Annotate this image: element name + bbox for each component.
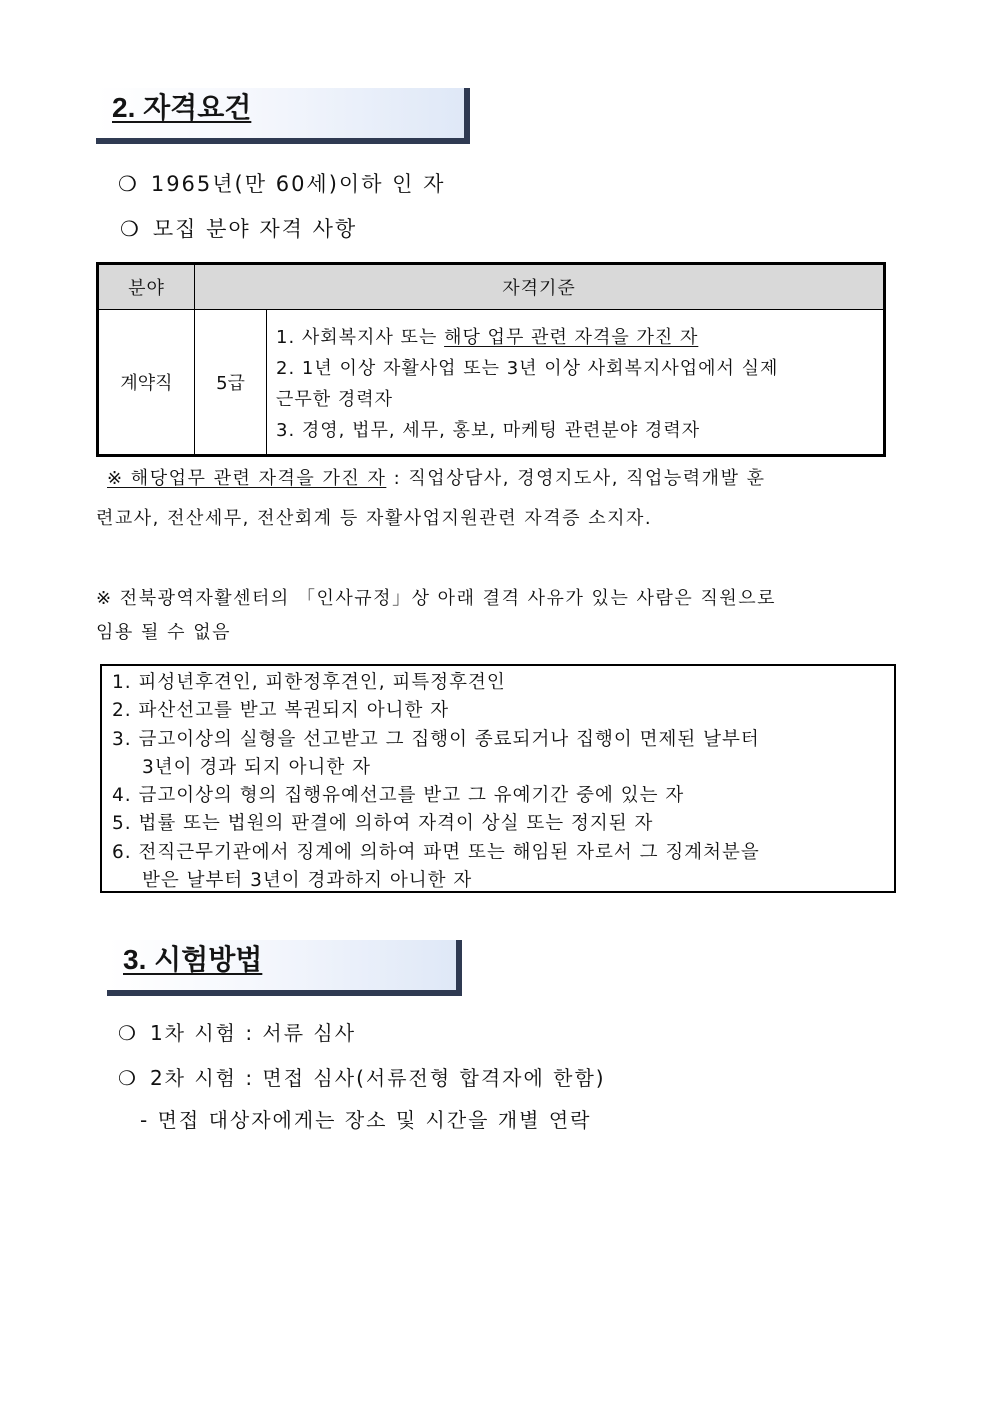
list-item: 2. 파산선고를 받고 복권되지 아니한 자 — [112, 700, 450, 722]
row-field: 계약직 — [98, 310, 195, 456]
list-item: 6. 전직근무기관에서 징계에 의하여 파면 또는 해임된 자로서 그 징계처분을 — [112, 841, 760, 863]
circle-bullet-icon: ❍ — [118, 1066, 136, 1090]
list-item: 4. 금고이상의 형의 집행유예선고를 받고 그 유예기간 중에 있는 자 — [112, 785, 685, 807]
note1-line2: 련교사, 전산세무, 전산회계 등 자활사업지원관련 자격증 소지자. — [96, 508, 653, 529]
note-disqualification — [96, 582, 896, 650]
section3-title: 3. 시험방법 — [123, 944, 263, 975]
section2-heading — [96, 88, 470, 144]
circle-bullet-icon: ❍ — [118, 172, 137, 196]
bullet-second-exam — [118, 1062, 606, 1091]
bullet-field-qualifications — [120, 213, 357, 243]
age-requirement-text: 1965년(만 60세)이하 인 자 — [150, 172, 446, 196]
bullet-first-exam — [118, 1017, 356, 1046]
note2-line2: 임용 될 수 없음 — [96, 622, 231, 643]
list-item: 3. 금고이상의 실형을 선고받고 그 집행이 종료되거나 집행이 면제된 날부터 — [112, 728, 760, 750]
criteria-item-1 — [276, 322, 875, 353]
criteria-item-2a: 2. 1년 이상 자활사업 또는 3년 이상 사회복지사업에서 실제 — [276, 358, 779, 379]
list-item: 5. 법률 또는 법원의 판결에 의하여 자격이 상실 또는 정지된 자 — [112, 813, 654, 835]
criteria-item-3: 3. 경영, 법무, 세무, 홍보, 마케팅 관련분야 경력자 — [276, 420, 701, 441]
note1-underlined: ※ 해당업무 관련 자격을 가진 자 — [107, 468, 387, 489]
interview-contact-note: - 면접 대상자에게는 장소 및 시간을 개별 연락 — [140, 1108, 592, 1132]
table-row — [98, 310, 885, 456]
header-criteria: 자격기준 — [195, 264, 885, 310]
list-item-continuation: 3년이 경과 되지 아니한 자 — [142, 756, 372, 778]
note2-line1: ※ 전북광역자활센터의 「인사규정」상 아래 결격 사유가 있는 사람은 직원으로 — [96, 588, 776, 609]
circle-bullet-icon: ❍ — [120, 217, 139, 241]
row-grade: 5급 — [195, 310, 267, 456]
note1-line1-rest: : 직업상담사, 경영지도사, 직업능력개발 훈 — [386, 468, 766, 489]
first-exam-text: 1차 시험 : 서류 심사 — [149, 1021, 357, 1045]
qualifications-table — [96, 262, 886, 457]
list-item: 1. 피성년후견인, 피한정후견인, 피특정후견인 — [112, 672, 506, 693]
row-criteria — [267, 310, 885, 456]
criteria-item-1-prefix: 1. 사회복지사 또는 — [276, 327, 445, 348]
section3-heading — [107, 940, 462, 996]
list-item-continuation: 받은 날부터 3년이 경과하지 아니한 자 — [142, 870, 473, 892]
criteria-item-1-underlined: 해당 업무 관련 자격을 가진 자 — [444, 327, 699, 348]
bullet-age-requirement — [118, 168, 445, 198]
section2-title: 2. 자격요건 — [112, 92, 252, 123]
disqualification-box — [100, 664, 896, 893]
circle-bullet-icon: ❍ — [118, 1021, 136, 1045]
header-field: 분야 — [98, 264, 195, 310]
criteria-item-2b: 근무한 경력자 — [276, 389, 394, 410]
table-header-row — [98, 264, 885, 310]
note1-line1 — [96, 459, 896, 499]
second-exam-text: 2차 시험 : 면접 심사(서류전형 합격자에 한함) — [149, 1066, 606, 1090]
field-qualifications-text: 모집 분야 자격 사항 — [152, 217, 358, 241]
note-related-qualifications — [96, 459, 896, 539]
